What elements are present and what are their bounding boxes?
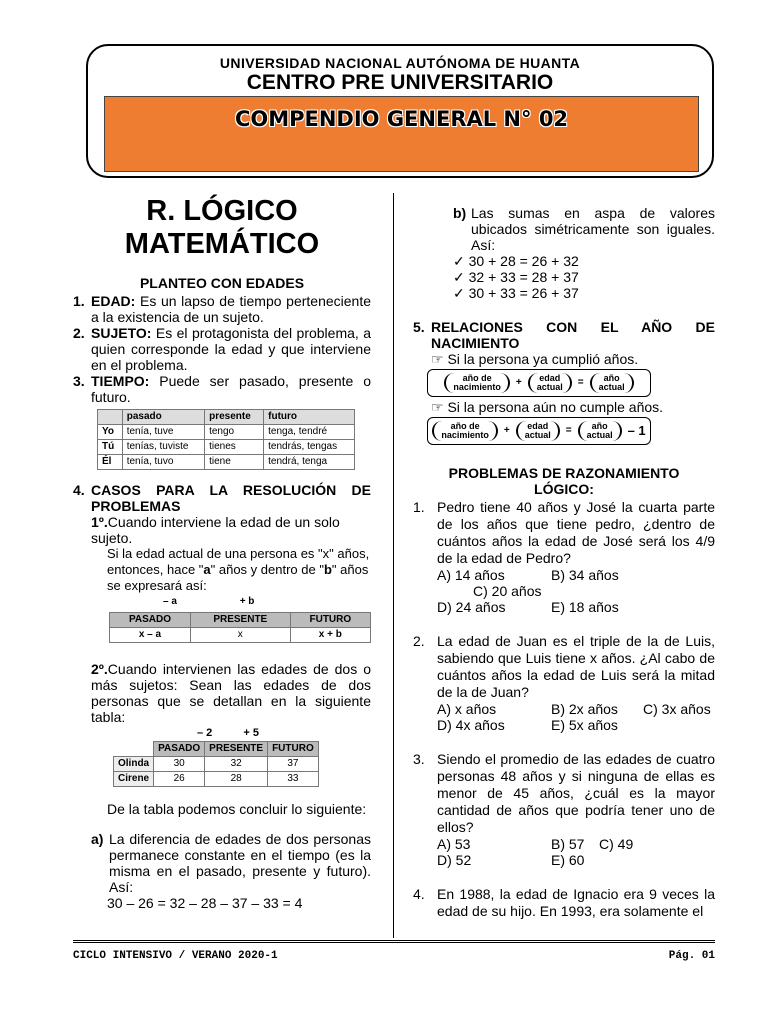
right-column xyxy=(413,205,715,920)
table-header: PRESENTE xyxy=(190,613,290,628)
formula-line: año xyxy=(603,373,620,383)
table-row xyxy=(98,455,355,470)
table-header: FUTURO xyxy=(290,613,370,628)
option: D) 4x años xyxy=(437,717,505,733)
cases-heading-text: CASOS PARA LA RESOLUCIÓN DE PROBLEMAS xyxy=(91,482,371,514)
option: E) 60 xyxy=(551,852,585,868)
item-number: 2. xyxy=(73,325,85,341)
table-cell: x + b xyxy=(290,628,370,643)
two-subject-table xyxy=(113,741,319,787)
item-number: 4. xyxy=(73,482,85,498)
problem-text: Siendo el promedio de las edades de cuatro personas 48 años y si ninguna de ellas es menor de 45 años, ¿cuál es la mayor cantidad de años que podría tener uno de ellos? xyxy=(437,751,715,835)
table-row xyxy=(114,772,319,787)
table-header: PASADO xyxy=(110,613,191,628)
option: C) 49 xyxy=(599,836,634,852)
problem-number: 3. xyxy=(413,751,425,767)
title-line-1: R. LÓGICO xyxy=(146,195,298,227)
item-body xyxy=(91,325,371,373)
center-name: CENTRO PRE UNIVERSITARIO xyxy=(246,71,554,94)
problem-1 xyxy=(413,499,715,567)
case-text: Cuando interviene la edad de un solo sujeto. xyxy=(91,514,340,546)
table-cell: tenga, tendré xyxy=(264,425,355,440)
option: B) 2x años xyxy=(551,701,618,717)
item-text: Es el protagonista del problema, a quien corresponde la edad y que interviene en el problema. xyxy=(91,325,371,373)
case-text: Cuando intervienen las edades de dos o más sujetos: Sean las edades de dos personas que se detallan en la siguiente tabla: xyxy=(91,661,371,725)
arc-label: – 2 xyxy=(197,727,213,739)
table-header: FUTURO xyxy=(268,742,319,757)
table-row xyxy=(98,425,355,440)
table-cell: Yo xyxy=(98,425,123,440)
pointer-icon: ☞ xyxy=(431,351,444,367)
table-cell: 33 xyxy=(268,772,319,787)
table-cell: Él xyxy=(98,455,123,470)
problem-number: 4. xyxy=(413,886,425,902)
definition-item-1 xyxy=(73,293,371,325)
title-line-2: MATEMÁTICO xyxy=(124,228,320,260)
case-label: 1º. xyxy=(91,514,108,530)
check-item xyxy=(413,253,715,269)
item-body xyxy=(91,293,371,325)
formula-already xyxy=(427,369,651,397)
problem-text: En 1988, la edad de Ignacio era 9 veces la edad de su hijo. En 1993, era solamente el xyxy=(437,886,715,919)
arc-label: + b xyxy=(239,596,255,607)
option: A) 53 xyxy=(437,836,471,852)
table-cell: tendrá, tenga xyxy=(264,455,355,470)
table-cell: tengo xyxy=(205,425,264,440)
problem-3-options xyxy=(413,852,715,868)
option: E) 18 años xyxy=(551,599,619,615)
option: A) 14 años xyxy=(437,567,505,583)
table-header: presente xyxy=(205,410,264,425)
plus-sign: + xyxy=(503,425,510,436)
check-text: 30 + 28 = 26 + 32 xyxy=(468,253,579,269)
table-cell: 30 xyxy=(154,757,205,772)
table-header: pasado xyxy=(122,410,204,425)
footer-cycle: CICLO INTENSIVO / VERANO 2020-1 xyxy=(73,950,278,962)
problem-3 xyxy=(413,751,715,836)
item-text: Es un lapso de tiempo perteneciente a la existencia de un sujeto. xyxy=(91,293,371,325)
arc-labels-2 xyxy=(197,725,371,737)
case-not-yet xyxy=(413,399,715,415)
point-a-equation: 30 – 26 = 32 – 28 – 37 – 33 = 4 xyxy=(107,895,303,911)
note-part: " años y dentro de " xyxy=(210,562,324,577)
table-header: PRESENTE xyxy=(205,742,268,757)
note-part: " años se expresará así: xyxy=(107,562,369,593)
option: C) 3x años xyxy=(643,701,711,717)
formula-line: año de xyxy=(462,373,492,383)
formula-line: actual xyxy=(598,382,625,392)
table-cell: Tú xyxy=(98,440,123,455)
option: C) 20 años xyxy=(473,583,542,599)
left-column xyxy=(73,195,371,911)
problem-2-options xyxy=(413,717,715,733)
problems-title: PROBLEMAS DE RAZONAMIENTO LÓGICO: xyxy=(448,465,680,497)
check-item xyxy=(413,285,715,301)
minus-one: – 1 xyxy=(627,423,646,438)
check-icon: ✓ xyxy=(453,285,465,301)
check-item xyxy=(413,269,715,285)
formula-line: actual xyxy=(586,430,613,440)
problem-1-options xyxy=(413,567,715,583)
formula-term xyxy=(578,421,622,441)
page-title xyxy=(73,195,371,261)
arc-label: – a xyxy=(163,596,177,607)
definition-item-3 xyxy=(73,373,371,405)
point-label: b) xyxy=(453,205,467,221)
option: B) 34 años xyxy=(551,567,619,583)
formula-term xyxy=(590,373,634,393)
arc-label: + 5 xyxy=(243,727,259,739)
item-text: Puede ser pasado, presente o futuro. xyxy=(91,373,371,405)
note-var: a xyxy=(203,562,211,577)
item-label: EDAD: xyxy=(91,293,136,309)
item-number: 5. xyxy=(413,319,425,335)
table-cell: 32 xyxy=(205,757,268,772)
section-subtitle: PLANTEO CON EDADES xyxy=(139,275,305,291)
problem-1-options xyxy=(413,599,715,615)
item-label: TIEMPO: xyxy=(91,373,150,389)
item-body xyxy=(91,373,371,405)
case-1-note xyxy=(73,546,371,594)
check-icon: ✓ xyxy=(453,269,465,285)
problem-1-options xyxy=(413,583,715,599)
formula-term xyxy=(528,373,572,393)
check-icon: ✓ xyxy=(453,253,465,269)
problem-2 xyxy=(413,633,715,701)
table-cell: tenías, tuviste xyxy=(122,440,204,455)
formula-line: actual xyxy=(536,382,563,392)
formula-line: nacimiento xyxy=(453,382,501,392)
option: E) 5x años xyxy=(551,717,618,733)
problem-2-options xyxy=(413,701,715,717)
page-footer xyxy=(73,940,715,962)
option: D) 52 xyxy=(437,852,472,868)
item-number: 1. xyxy=(73,293,85,309)
formula-line: año de xyxy=(450,421,480,431)
pointer-icon: ☞ xyxy=(431,399,444,415)
table-cell: tenía, tuve xyxy=(122,425,204,440)
conclusion-text: De la tabla podemos concluir lo siguiente: xyxy=(107,801,367,817)
formula-line: edad xyxy=(527,421,549,431)
compendio-title: COMPENDIO GENERAL N° 02 xyxy=(234,107,569,131)
plus-sign: + xyxy=(515,377,522,388)
table-header xyxy=(98,410,123,425)
point-text: Las sumas en aspa de valores ubicados simétricamente son iguales. Así: xyxy=(471,205,715,253)
point-a xyxy=(73,831,371,895)
table-cell: tienes xyxy=(205,440,264,455)
arc-labels-1 xyxy=(163,594,371,606)
case-text: Si la persona aún no cumple años. xyxy=(447,399,664,415)
point-label: a) xyxy=(91,831,104,847)
point-text: La diferencia de edades de dos personas permanece constante en el tiempo (es la misma en el pasado, presente y futuro). Así: xyxy=(109,831,371,895)
formula-term xyxy=(444,373,510,393)
formula-line: edad xyxy=(539,373,561,383)
table-header: futuro xyxy=(264,410,355,425)
check-text: 30 + 33 = 26 + 37 xyxy=(468,285,579,301)
formula-line: nacimiento xyxy=(441,430,489,440)
table-row xyxy=(110,628,371,643)
table-row xyxy=(98,440,355,455)
header-frame xyxy=(86,44,714,178)
case-2 xyxy=(73,661,371,725)
table-cell: tenía, tuvo xyxy=(122,455,204,470)
case-1 xyxy=(73,514,371,546)
formula-line: año xyxy=(591,421,608,431)
item-number: 3. xyxy=(73,373,85,389)
table-row xyxy=(114,757,319,772)
compendio-banner xyxy=(104,96,699,172)
note-part: Si la edad actual de una persona es "x" años, entonces, hace " xyxy=(107,546,370,577)
formula-term xyxy=(432,421,498,441)
problem-text: Pedro tiene 40 años y José la cuarta parte de los años que tiene pedro, ¿dentro de cuántos años la edad de José será los 4/9 de la edad de Pedro? xyxy=(437,499,715,566)
table-header xyxy=(114,742,154,757)
table-cell: Olinda xyxy=(114,757,154,772)
option: A) x años xyxy=(437,701,497,717)
table-cell: x – a xyxy=(110,628,191,643)
table-cell: Cirene xyxy=(114,772,154,787)
table-cell: x xyxy=(190,628,290,643)
table-cell: 28 xyxy=(205,772,268,787)
check-text: 32 + 33 = 28 + 37 xyxy=(468,269,579,285)
birth-year-heading xyxy=(413,319,715,351)
problem-4 xyxy=(413,886,715,920)
equals-sign: = xyxy=(577,377,584,388)
cases-heading xyxy=(73,482,371,514)
university-name: UNIVERSIDAD NACIONAL AUTÓNOMA DE HUANTA xyxy=(219,55,581,71)
option: B) 57 xyxy=(551,836,585,852)
item-label: SUJETO: xyxy=(91,325,152,341)
formula-line: actual xyxy=(524,430,551,440)
table-cell: 26 xyxy=(154,772,205,787)
case-already xyxy=(413,351,715,367)
formula-not-yet xyxy=(427,417,651,445)
equals-sign: = xyxy=(565,425,572,436)
note-var: b xyxy=(323,562,332,577)
problem-3-options xyxy=(413,836,715,852)
heading-text: RELACIONES CON EL AÑO DE NACIMIENTO xyxy=(431,319,715,351)
single-subject-table xyxy=(109,612,371,643)
problem-number: 2. xyxy=(413,633,425,649)
definition-item-2 xyxy=(73,325,371,373)
verb-tense-table xyxy=(97,409,355,470)
table-cell: tiene xyxy=(205,455,264,470)
case-label: 2º. xyxy=(91,661,108,677)
column-divider xyxy=(393,193,394,938)
table-cell: 37 xyxy=(268,757,319,772)
problem-text: La edad de Juan es el triple de la de Luis, sabiendo que Luis tiene x años. ¿Al cabo de cuántos años la edad de Luis será la mitad de la de Juan? xyxy=(437,633,715,700)
formula-term xyxy=(516,421,560,441)
case-text: Si la persona ya cumplió años. xyxy=(447,351,639,367)
option: D) 24 años xyxy=(437,599,506,615)
table-header: PASADO xyxy=(154,742,205,757)
point-b xyxy=(413,205,715,253)
table-cell: tendrás, tengas xyxy=(264,440,355,455)
problem-number: 1. xyxy=(413,499,425,515)
page-number: Pág. 01 xyxy=(668,950,715,962)
